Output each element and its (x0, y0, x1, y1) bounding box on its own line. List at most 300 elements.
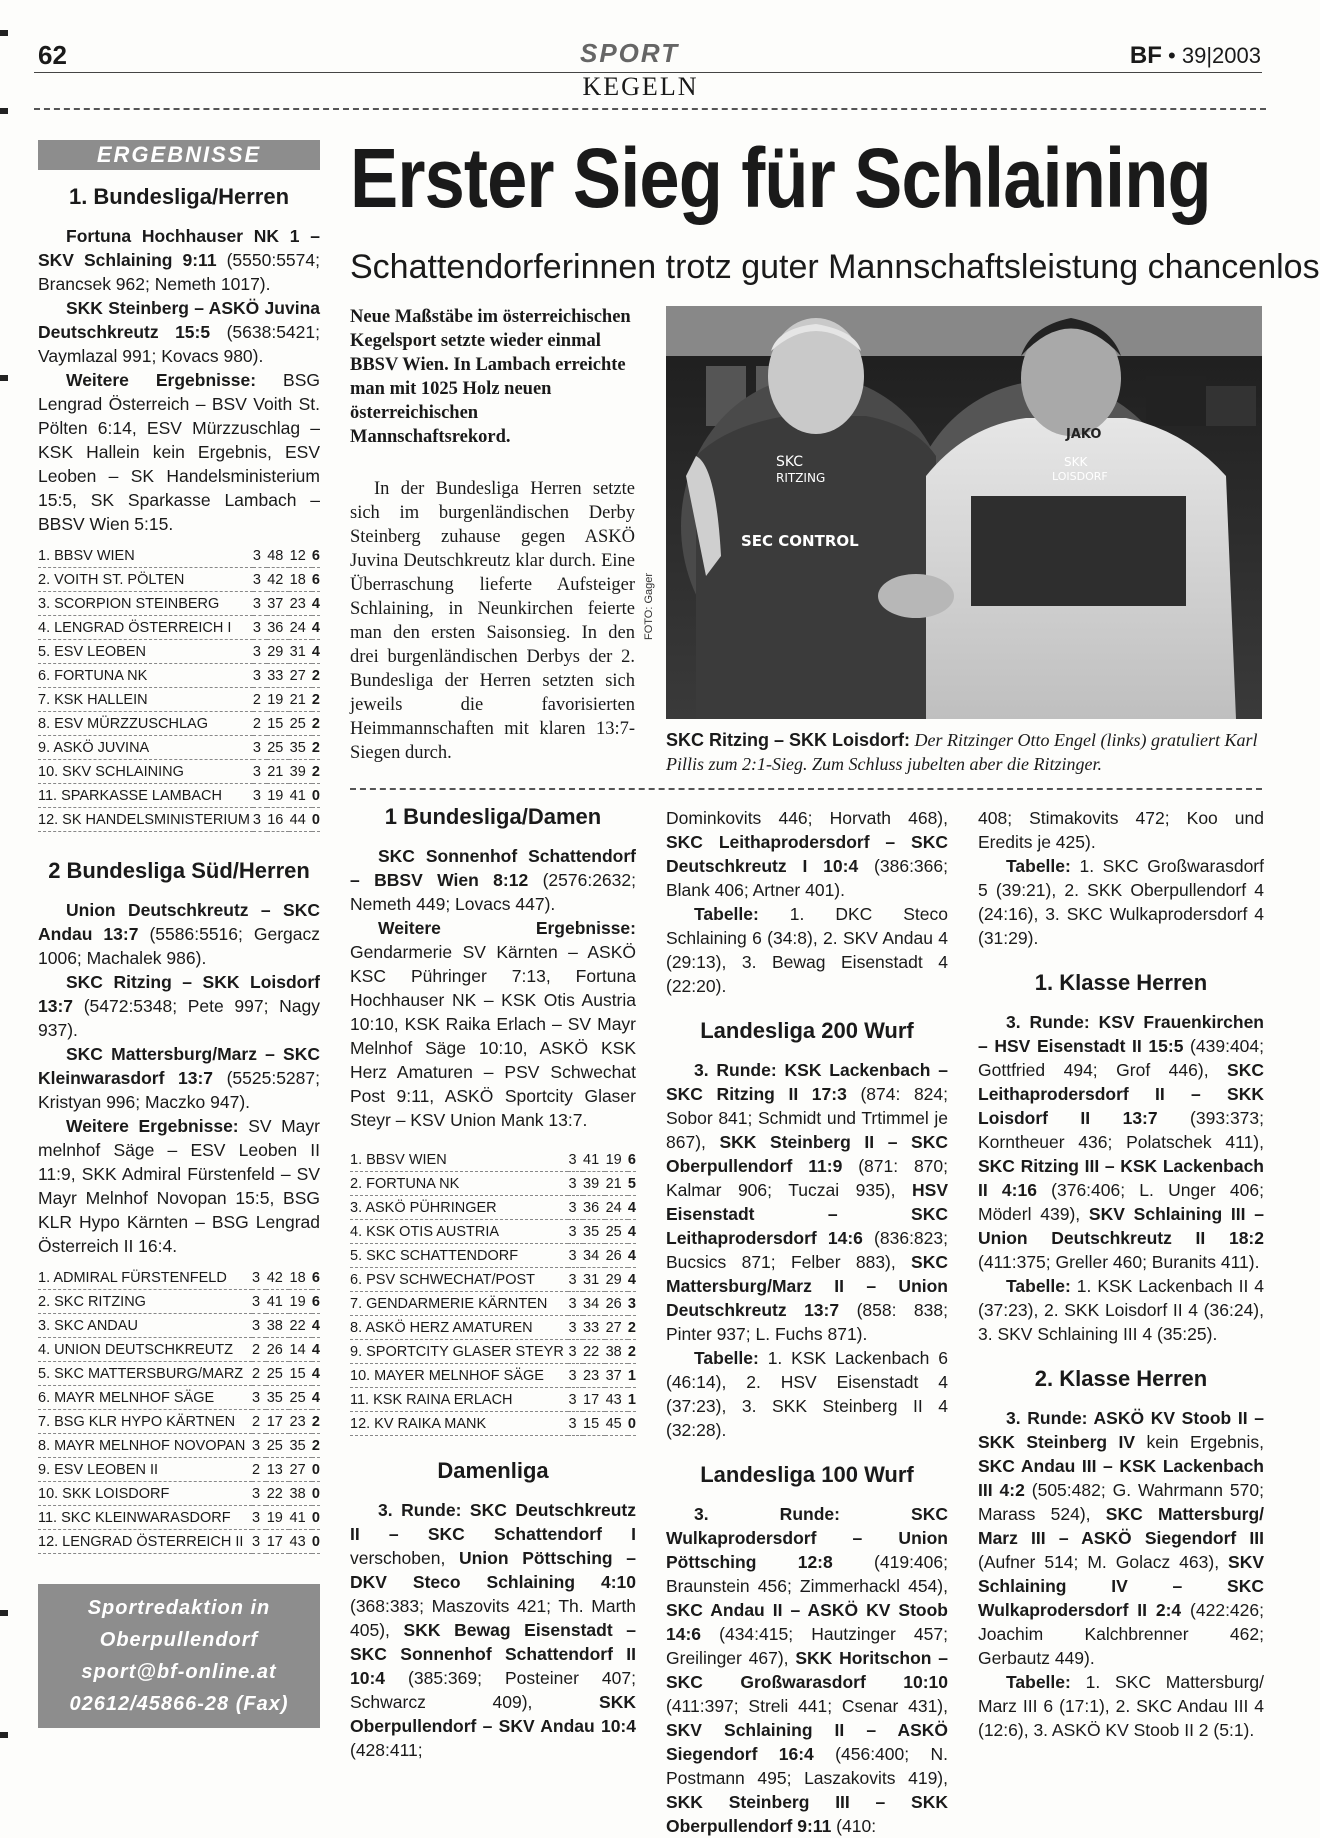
minus: 35 (289, 736, 311, 760)
match-result: SKV Schlaining IV – SKC Wulkaprodersdorf II 2:4 (978, 1552, 1264, 1620)
minus: 19 (289, 1290, 312, 1314)
plus: 35 (583, 1220, 606, 1244)
minus: 37 (605, 1364, 628, 1388)
plus: 19 (266, 1506, 289, 1530)
contact-email: sport@bf-online.at (81, 1661, 277, 1683)
match-result: SKV Schlaining II – ASKÖ Siegendorf 16:4 (666, 1720, 948, 1764)
table-row (38, 664, 320, 688)
games: 3 (568, 1316, 582, 1340)
match-result: 3. Runde: KSK Lackenbach – SKC Ritzing II 17:3 (666, 1060, 948, 1104)
team-name: 4. UNION DEUTSCHKREUTZ (38, 1338, 252, 1362)
issue-info: BF • 39|2003 (1129, 42, 1261, 69)
games: 2 (252, 1338, 267, 1362)
team-name: 5. ESV LEOBEN (38, 640, 253, 664)
team-name: 1. ADMIRAL FÜRSTENFELD (38, 1266, 252, 1290)
match-detail: (5525:5287; Kristyan 996; Maczko 947). (38, 1068, 320, 1112)
table-row (38, 760, 320, 784)
plus: 15 (583, 1412, 606, 1436)
plus: 13 (266, 1458, 289, 1482)
standings-summary: 1. SKC Großwarasdorf 5 (39:21), 2. SKK Oberpullendorf 4 (24:16), 3. SKC Wulkaprodersdorf 4 (31:29). (978, 856, 1264, 948)
shirt-club-name: LOISDORF (1052, 470, 1108, 483)
margin-mark (0, 30, 8, 36)
table-row (350, 1220, 636, 1244)
plus: 21 (267, 760, 289, 784)
shirt-sponsor: SEC CONTROL (741, 532, 859, 550)
match-detail: (385:369; Posteiner 407; Schwarcz 409), (350, 1668, 636, 1712)
match-detail: (505:482; G. Wahrmann 570; Marass 524), (978, 1480, 1264, 1524)
bundesliga2-heading: 2 Bundesliga Süd/Herren (48, 858, 310, 883)
minus: 21 (605, 1172, 628, 1196)
margin-mark (0, 1610, 8, 1616)
match-detail: (368:383; Maszovits 421; Th. Marth 405), (350, 1596, 636, 1640)
margin-mark (0, 375, 8, 381)
points: 6 (312, 544, 320, 568)
points: 2 (628, 1340, 636, 1364)
plus: 36 (583, 1196, 606, 1220)
damen-column (350, 800, 636, 1762)
landesliga-column (666, 806, 948, 1838)
minus: 41 (289, 1506, 312, 1530)
damenliga-results (350, 1498, 636, 1762)
match-detail: (871: 870; Kalmar 906; Tuczai 935), (666, 1156, 949, 1200)
points: 2 (312, 1410, 320, 1434)
match-result: SKK Steinberg – ASKÖ Juvina Deutschkreutz 15:5 (38, 298, 320, 342)
minus: 24 (605, 1196, 628, 1220)
article-divider (350, 788, 1262, 790)
team-name: 1. BBSV WIEN (350, 1148, 568, 1172)
minus: 27 (289, 1458, 312, 1482)
table-row (38, 1458, 320, 1482)
table-row (38, 1434, 320, 1458)
games: 3 (253, 760, 267, 784)
points: 4 (312, 1386, 320, 1410)
team-name: 10. MAYER MELNHOF SÄGE (350, 1364, 568, 1388)
shirt-club: SKK (1064, 455, 1088, 469)
plus: 41 (583, 1148, 606, 1172)
shirt-club-name: RITZING (776, 471, 826, 485)
games: 3 (568, 1220, 582, 1244)
page-number: 62 (38, 40, 67, 70)
damenliga-heading: Damenliga (437, 1458, 549, 1483)
match-detail: (439:404; Gottfried 494; Grof 446), (978, 1036, 1265, 1080)
minus: 12 (289, 544, 311, 568)
minus: 38 (289, 1482, 312, 1506)
minus: 25 (289, 712, 311, 736)
minus: 35 (289, 1434, 312, 1458)
match-detail: (434:415; Hautzinger 457; Greilinger 467), (666, 1624, 948, 1668)
team-name: 9. ASKÖ JUVINA (38, 736, 253, 760)
plus: 15 (267, 712, 289, 736)
margin-mark (0, 108, 8, 114)
match-result: SKC Ritzing – SKK Loisdorf 13:7 (38, 972, 320, 1016)
match-detail: (393:373; Korntheuer 436; Polatschek 411), (978, 1108, 1265, 1152)
photo-caption (666, 728, 1262, 776)
points: 1 (628, 1364, 636, 1388)
label: Tabelle: (694, 904, 759, 924)
match-detail: SV Mayr melnhof Säge – ESV Leoben II 11:9, SKK Admiral Fürstenfeld – SV Mayr Melnhof Novopan 15:5, BSG KLR Hypo Kärnten – BSG Lengrad Österreich II 16:4. (38, 1116, 320, 1256)
table-row (350, 1196, 636, 1220)
match-detail: Gendarmerie SV Kärnten – ASKÖ KSC Pühringer 7:13, Fortuna Hochhauser NK – KSK Otis Austria 10:10, KSK Raika Erlach – SV Mayr Melnhof Säge 10:10, ASKÖ KSK Herz Amaturen – PSV Schwechat Post 9:11, ASKÖ Sportcity Glaser Steyr – KSV Union Mank 13:7. (350, 942, 636, 1130)
klasse1-results (978, 1010, 1264, 1346)
match-detail: (858: 838; Pinter 937; L. Fuchs 871). (666, 1300, 948, 1344)
match-result: SKK Bewag Eisenstadt – SKC Sonnenhof Schattendorf II 10:4 (350, 1620, 637, 1688)
minus: 25 (289, 1386, 312, 1410)
label: Weitere Ergebnisse: (378, 918, 636, 938)
match-detail: 408; Stimakovits 472; Koo und Eredits je 425). (978, 808, 1264, 852)
games: 3 (253, 664, 267, 688)
table-row (38, 1314, 320, 1338)
table-row (38, 640, 320, 664)
plus: 31 (583, 1268, 606, 1292)
match-result: 3. Runde: KSV Frauenkirchen – HSV Eisenstadt II 15:5 (978, 1012, 1264, 1056)
plus: 42 (266, 1266, 289, 1290)
match-detail: Dominkovits 446; Horvath 468), (666, 808, 948, 828)
match-detail: (386:366; Blank 406; Artner 401). (666, 856, 948, 900)
plus: 34 (583, 1292, 606, 1316)
games: 3 (568, 1196, 582, 1220)
games: 3 (568, 1388, 582, 1412)
label: Weitere Ergebnisse: (66, 370, 257, 390)
team-name: 8. MAYR MELNHOF NOVOPAN (38, 1434, 252, 1458)
article-photo (666, 306, 1262, 719)
games: 2 (252, 1410, 267, 1434)
minus: 26 (605, 1244, 628, 1268)
table-row (38, 1506, 320, 1530)
plus: 19 (267, 688, 289, 712)
standings-table-bundesliga2 (38, 1266, 320, 1554)
table-row (38, 1338, 320, 1362)
points: 2 (312, 664, 320, 688)
games: 3 (568, 1244, 582, 1268)
landesliga100-continued (978, 806, 1264, 950)
article-text (350, 305, 635, 765)
article-headline: Erster Sieg für Schlaining (350, 131, 1211, 225)
label: Tabelle: (694, 1348, 759, 1368)
table-row (38, 592, 320, 616)
table-row (350, 1388, 636, 1412)
article-lead: Neue Maßstäbe im österreichischen Kegelsport setzte wieder einmal BBSV Wien. In Lambach erreichte man mit 1025 Holz neuen österreichischen Mannschaftsrekord. (350, 307, 631, 447)
games: 2 (253, 688, 267, 712)
bundesliga2-results (38, 898, 320, 1258)
plus: 38 (266, 1314, 289, 1338)
minus: 41 (289, 784, 311, 808)
match-result: Union Pöttsching – DKV Steco Schlaining 4:10 (350, 1548, 636, 1592)
match-result: Fortuna Hochhauser NK 1 – SKV Schlaining 9:11 (38, 226, 320, 270)
match-detail: (5472:5348; Pete 997; Nagy 937). (38, 996, 320, 1040)
standings-table-bundesliga-herren (38, 544, 320, 832)
match-detail: (874: 824; Sobor 841; Schmidt und Trtimmel je 867), (666, 1084, 949, 1152)
article-subheadline: Schattendorferinnen trotz guter Mannschaftsleistung chancenlos (350, 248, 1320, 286)
match-result: Union Deutschkreutz – SKC Andau 13:7 (38, 900, 320, 944)
team-name: 2. FORTUNA NK (350, 1172, 568, 1196)
team-name: 8. ESV MÜRZZUSCHLAG (38, 712, 253, 736)
games: 3 (252, 1434, 267, 1458)
plus: 26 (266, 1338, 289, 1362)
shirt-brand: JAKO (1066, 427, 1102, 442)
standings-table-damen (350, 1148, 636, 1436)
team-name: 1. BBSV WIEN (38, 544, 253, 568)
match-result: SKC Ritzing III – KSK Lackenbach II 4:16 (978, 1156, 1264, 1200)
points: 6 (312, 1266, 320, 1290)
table-row (350, 1340, 636, 1364)
plus: 17 (266, 1530, 289, 1554)
minus: 18 (289, 568, 311, 592)
minus: 26 (605, 1292, 628, 1316)
points: 2 (312, 1434, 320, 1458)
match-result: SKK Steinberg II – SKC Oberpullendorf 11:9 (666, 1132, 948, 1176)
games: 3 (253, 616, 267, 640)
points: 0 (312, 784, 320, 808)
bundesliga-herren-results (38, 224, 320, 536)
games: 3 (568, 1148, 582, 1172)
minus: 39 (289, 760, 311, 784)
match-detail: (419:406; Braunstein 456; Zimmerhackl 454), (666, 1552, 948, 1596)
match-result: SKK Horitschon – SKC Großwarasdorf 10:10 (666, 1648, 948, 1692)
points: 1 (628, 1388, 636, 1412)
match-detail: (456:400; N. Postmann 495; Laszakovits 419), (666, 1744, 948, 1788)
minus: 29 (605, 1268, 628, 1292)
team-name: 7. GENDARMERIE KÄRNTEN (350, 1292, 568, 1316)
match-result: SKC Andau III – KSK Lackenbach III 4:2 (978, 1456, 1264, 1500)
points: 4 (312, 1314, 320, 1338)
article-body: In der Bundesliga Herren setzte sich im burgenländischen Derby Steinberg zuhause gegen ASKÖ Juvina Deutschkreutz klar durch. Eine Überraschung lieferte Aufsteiger Schlaining, in Neunkirchen feierte man den ersten Saisonsieg. In den drei burgenländischen Derbys der 2. Bundesliga der Herren setzten sich jeweils die favorisierten Heimmannschaften mit klaren 13:7-Siegen durch. (350, 479, 635, 763)
minus: 14 (289, 1338, 312, 1362)
team-name: 4. KSK OTIS AUSTRIA (350, 1220, 568, 1244)
minus: 19 (605, 1148, 628, 1172)
plus: 42 (267, 568, 289, 592)
plus: 22 (583, 1340, 606, 1364)
photo-credit: FOTO: Gager (643, 572, 655, 640)
match-detail: (411:375; Greller 460; Buranits 411). (978, 1252, 1260, 1272)
publication-name: BF (1129, 42, 1162, 69)
table-row (38, 616, 320, 640)
games: 3 (568, 1292, 582, 1316)
label: Tabelle: (1006, 856, 1071, 876)
match-detail: (5586:5516; Gergacz 1006; Machalek 986). (38, 924, 321, 968)
games: 2 (252, 1458, 267, 1482)
team-name: 11. KSK RAINA ERLACH (350, 1388, 568, 1412)
games: 3 (253, 568, 267, 592)
points: 6 (312, 1290, 320, 1314)
points: 2 (312, 712, 320, 736)
games: 3 (252, 1506, 267, 1530)
match-detail: BSG Lengrad Österreich – BSV Voith St. Pölten 6:14, ESV Mürzzuschlag – KSK Hallein kein Ergebnis, ESV Leoben – SK Handelsministerium 15:5, SK Sparkasse Lambach – BBSV Wien 5:15. (38, 370, 320, 534)
team-name: 12. SK HANDELSMINISTERIUM (38, 808, 253, 832)
table-row (38, 1410, 320, 1434)
games: 3 (253, 592, 267, 616)
match-result: SKC Mattersburg/Marz II – Union Deutschkreutz 13:7 (666, 1252, 948, 1320)
games: 3 (252, 1266, 267, 1290)
klasse2-heading: 2. Klasse Herren (1034, 1366, 1208, 1391)
match-detail: (428:411; (350, 1740, 423, 1760)
points: 4 (312, 616, 320, 640)
team-name: 7. KSK HALLEIN (38, 688, 253, 712)
points: 0 (628, 1412, 636, 1436)
plus: 17 (266, 1410, 289, 1434)
games: 2 (253, 712, 267, 736)
match-detail: (5638:5421; Vaymlazal 991; Kovacs 980). (38, 322, 320, 366)
team-name: 8. ASKÖ HERZ AMATUREN (350, 1316, 568, 1340)
plus: 25 (266, 1434, 289, 1458)
plus: 39 (583, 1172, 606, 1196)
table-row (350, 1316, 636, 1340)
damen-heading: 1 Bundesliga/Damen (384, 804, 602, 829)
games: 3 (568, 1268, 582, 1292)
match-result: SKC Mattersburg/Marz – SKC Kleinwarasdorf 13:7 (38, 1044, 320, 1088)
points: 6 (628, 1148, 636, 1172)
points: 4 (628, 1196, 636, 1220)
table-row (38, 784, 320, 808)
team-name: 3. SCORPION STEINBERG (38, 592, 253, 616)
points: 4 (628, 1268, 636, 1292)
results-banner: ERGEBNISSE (38, 140, 320, 170)
points: 5 (628, 1172, 636, 1196)
team-name: 4. LENGRAD ÖSTERREICH I (38, 616, 253, 640)
minus: 31 (289, 640, 311, 664)
table-row (38, 544, 320, 568)
damen-results (350, 844, 636, 1132)
team-name: 2. VOITH ST. PÖLTEN (38, 568, 253, 592)
plus: 35 (266, 1386, 289, 1410)
klasse-column (978, 806, 1264, 1742)
points: 2 (628, 1316, 636, 1340)
games: 3 (568, 1412, 582, 1436)
games: 2 (252, 1362, 267, 1386)
team-name: 9. SPORTCITY GLASER STEYR (350, 1340, 568, 1364)
team-name: 6. FORTUNA NK (38, 664, 253, 688)
match-result: SKC Leithaprodersdorf – SKC Deutschkreutz I 10:4 (666, 832, 948, 876)
games: 3 (252, 1290, 267, 1314)
match-detail: (Aufner 514; M. Golacz 463), (978, 1552, 1229, 1572)
team-name: 10. SKK LOISDORF (38, 1482, 252, 1506)
plus: 19 (267, 784, 289, 808)
points: 0 (312, 1458, 320, 1482)
plus: 25 (266, 1362, 289, 1386)
match-detail: (410: (831, 1816, 877, 1836)
label: Weitere Ergebnisse: (66, 1116, 239, 1136)
plus: 33 (583, 1316, 606, 1340)
contact-line: Oberpullendorf (99, 1629, 259, 1651)
damenliga-continued (666, 806, 948, 998)
minus: 21 (289, 688, 311, 712)
margin-mark (0, 1732, 8, 1738)
points: 4 (312, 592, 320, 616)
match-detail: (5550:5574; Brancsek 962; Nemeth 1017). (38, 250, 320, 294)
bowlers-handshake-image (666, 306, 1262, 719)
minus: 44 (289, 808, 311, 832)
games: 3 (252, 1314, 267, 1338)
points: 0 (312, 1506, 320, 1530)
minus: 15 (289, 1362, 312, 1386)
match-result: SKC Leithaprodersdorf II – SKK Loisdorf II 13:7 (978, 1060, 1264, 1128)
bundesliga-herren-heading: 1. Bundesliga/Herren (68, 184, 290, 209)
label: Tabelle: (1006, 1276, 1071, 1296)
match-result: 3. Runde: SKC Deutschkreutz II – SKC Schattendorf I (350, 1500, 636, 1544)
plus: 34 (583, 1244, 606, 1268)
shirt-club: SKC (776, 454, 804, 470)
table-row (38, 1386, 320, 1410)
standings-summary: 1. KSK Lackenbach II 4 (37:23), 2. SKK Loisdorf II 4 (36:24), 3. SKV Schlaining III 4 (35:25). (978, 1276, 1264, 1344)
team-name: 7. BSG KLR HYPO KÄRTNEN (38, 1410, 252, 1434)
plus: 33 (267, 664, 289, 688)
points: 2 (312, 760, 320, 784)
team-name: 11. SKC KLEINWARASDORF (38, 1506, 252, 1530)
plus: 22 (266, 1482, 289, 1506)
table-row (38, 1362, 320, 1386)
klasse1-heading: 1. Klasse Herren (1034, 970, 1208, 995)
landesliga100-heading: Landesliga 100 Wurf (700, 1462, 914, 1487)
points: 4 (312, 640, 320, 664)
table-row (350, 1268, 636, 1292)
points: 3 (628, 1292, 636, 1316)
results-column (38, 140, 320, 1728)
standings-summary: 1. KSK Lackenbach 6 (46:14), 2. HSV Eisenstadt 4 (37:23), 3. SKK Steinberg II 4 (32:28). (666, 1348, 948, 1440)
match-result: SKK Steinberg III – SKK Oberpullendorf 9:11 (666, 1792, 948, 1836)
table-row (350, 1148, 636, 1172)
games: 3 (568, 1172, 582, 1196)
team-name: 3. ASKÖ PÜHRINGER (350, 1196, 568, 1220)
team-name: 9. ESV LEOBEN II (38, 1458, 252, 1482)
minus: 43 (289, 1530, 312, 1554)
plus: 29 (267, 640, 289, 664)
minus: 25 (605, 1220, 628, 1244)
header-divider (34, 108, 1266, 110)
plus: 36 (267, 616, 289, 640)
match-detail: (411:397; Streli 441; Csenar 431), (666, 1696, 948, 1716)
caption-title: SKC Ritzing – SKK Loisdorf: (666, 730, 910, 750)
table-row (38, 1266, 320, 1290)
plus: 16 (267, 808, 289, 832)
match-result: SKC Sonnenhof Schattendorf – BBSV Wien 8:12 (350, 846, 636, 890)
caption-text: Der Ritzinger Otto Engel (links) gratuliert Karl Pillis zum 2:1-Sieg. Zum Schluss jubelten aber die Ritzinger. (666, 730, 1258, 774)
table-row (350, 1412, 636, 1436)
games: 3 (252, 1386, 267, 1410)
table-row (38, 568, 320, 592)
team-name: 2. SKC RITZING (38, 1290, 252, 1314)
klasse2-results (978, 1406, 1264, 1742)
table-row (350, 1244, 636, 1268)
plus: 17 (583, 1388, 606, 1412)
minus: 43 (605, 1388, 628, 1412)
games: 3 (253, 640, 267, 664)
landesliga200-results (666, 1058, 948, 1442)
team-name: 12. LENGRAD ÖSTERREICH II (38, 1530, 252, 1554)
games: 3 (253, 544, 267, 568)
minus: 27 (289, 664, 311, 688)
points: 2 (312, 736, 320, 760)
points: 0 (312, 1482, 320, 1506)
table-row (38, 712, 320, 736)
plus: 25 (267, 736, 289, 760)
minus: 27 (605, 1316, 628, 1340)
table-row (350, 1364, 636, 1388)
points: 6 (312, 568, 320, 592)
match-result: SKK Oberpullendorf – SKV Andau 10:4 (350, 1692, 636, 1736)
minus: 24 (289, 616, 311, 640)
team-name: 10. SKV SCHLAINING (38, 760, 253, 784)
games: 3 (568, 1340, 582, 1364)
table-row (38, 808, 320, 832)
minus: 23 (289, 1410, 312, 1434)
points: 4 (628, 1220, 636, 1244)
label: Tabelle: (1006, 1672, 1071, 1692)
match-result: 3. Runde: ASKÖ KV Stoob II – SKK Steinberg IV (978, 1408, 1264, 1452)
team-name: 5. SKC MATTERSBURG/MARZ (38, 1362, 252, 1386)
contact-fax: 02612/45866-28 (Fax) (69, 1693, 289, 1715)
minus: 23 (289, 592, 311, 616)
standings-summary: 1. DKC Steco Schlaining 6 (34:8), 2. SKV Andau 4 (29:13), 3. Bewag Eisenstadt 4 (22:20). (666, 904, 948, 996)
points: 0 (312, 1530, 320, 1554)
